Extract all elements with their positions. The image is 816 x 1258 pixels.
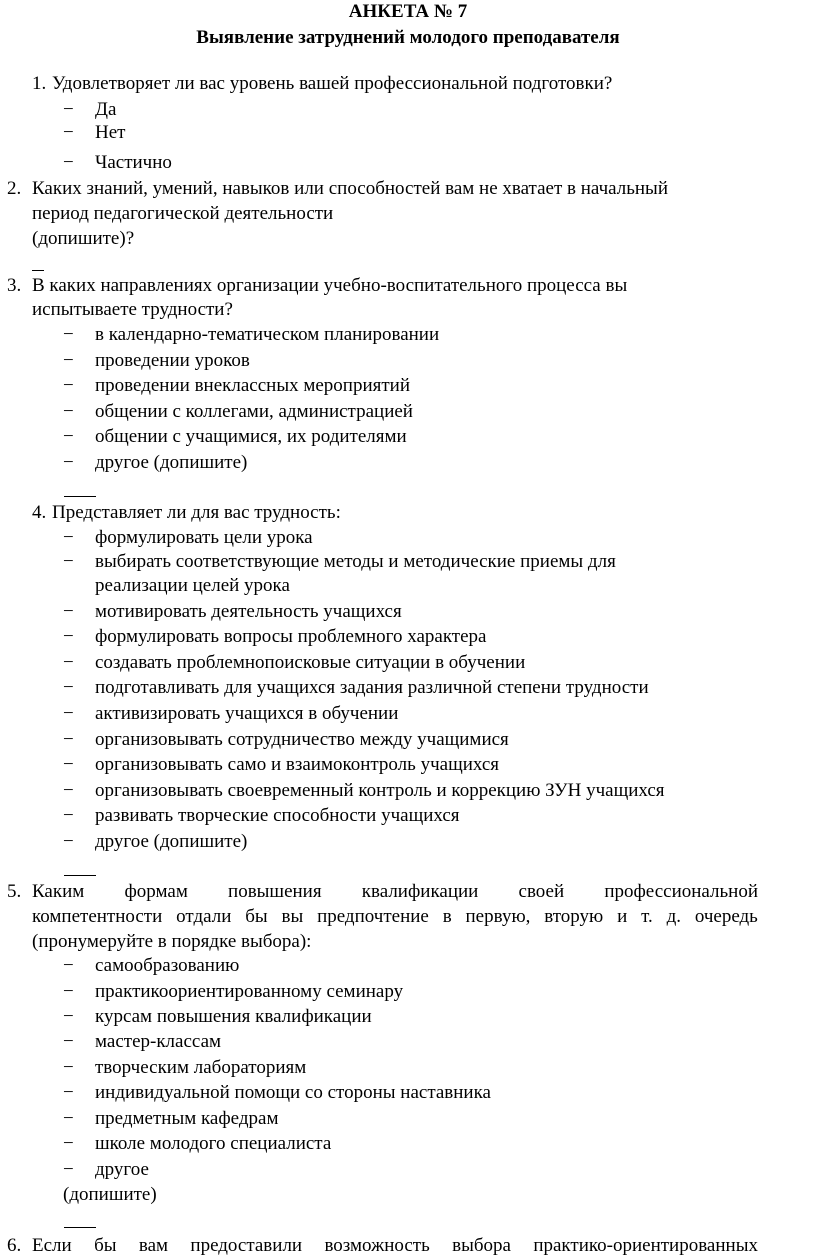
q5-option: индивидуальной помощи со стороны наставника <box>95 1082 491 1103</box>
q5-line-1 <box>32 881 758 903</box>
q3-option: общении с коллегами, администрацией <box>95 401 413 422</box>
q1-text: Удовлетворяет ли вас уровень вашей профессиональной подготовки? <box>52 73 613 94</box>
q5-word: и <box>617 906 628 927</box>
q6-word: выбора <box>452 1235 511 1256</box>
dash-bullet: − <box>63 831 74 852</box>
q4-option-continuation: реализации целей урока <box>95 575 290 596</box>
q4-option: развивать творческие способности учащихся <box>95 805 460 826</box>
dash-bullet: − <box>63 527 74 548</box>
q2-line: (допишите)? <box>32 228 135 249</box>
q3-line: испытываете трудности? <box>32 299 233 320</box>
q5-option: другое <box>95 1159 149 1180</box>
q5-option: школе молодого специалиста <box>95 1133 332 1154</box>
answer-blank-line[interactable] <box>32 270 44 271</box>
q4-option: выбирать соответствующие методы и методические приемы для <box>95 551 616 572</box>
dash-bullet: − <box>63 122 74 143</box>
q6-number: 6. <box>7 1235 22 1256</box>
answer-blank-line[interactable] <box>64 496 96 497</box>
q5-line-3: (пронумеруйте в порядке выбора): <box>32 931 312 952</box>
dash-bullet: − <box>63 452 74 473</box>
q5-word: т. <box>641 906 653 927</box>
q4-option: активизировать учащихся в обучении <box>95 703 399 724</box>
dash-bullet: − <box>63 350 74 371</box>
q5-option: мастер-классам <box>95 1031 222 1052</box>
dash-bullet: − <box>63 551 74 572</box>
dash-bullet: − <box>63 981 74 1002</box>
dash-bullet: − <box>63 375 74 396</box>
q5-line-2 <box>32 906 758 928</box>
q3-option: общении с учащимися, их родителями <box>95 426 407 447</box>
questionnaire-title: АНКЕТА № 7 <box>348 1 468 22</box>
dash-bullet: − <box>63 703 74 724</box>
q5-option: предметным кафедрам <box>95 1108 279 1129</box>
q5-option: практикоориентированному семинару <box>95 981 404 1002</box>
q3-option: проведении уроков <box>95 350 250 371</box>
dash-bullet: − <box>63 626 74 647</box>
q5-word: отдали <box>176 906 232 927</box>
dash-bullet: − <box>63 1082 74 1103</box>
dash-bullet: − <box>63 152 74 173</box>
q3-line: В каких направлениях организации учебно-воспитательного процесса вы <box>32 275 628 296</box>
q3-option: в календарно-тематическом планировании <box>95 324 440 345</box>
q5-word: своей <box>518 881 565 902</box>
dash-bullet: − <box>63 1031 74 1052</box>
q6-word: предоставили <box>190 1235 303 1256</box>
q2-number: 2. <box>7 178 22 199</box>
q6-word: возможность <box>324 1235 430 1256</box>
q5-word: профессиональной <box>604 881 758 902</box>
q5-word: д. <box>666 906 681 927</box>
q4-option: организовывать сотрудничество между учащимися <box>95 729 509 750</box>
dash-bullet: − <box>63 780 74 801</box>
q5-word: первую, <box>465 906 531 927</box>
q2-line: Каких знаний, умений, навыков или способностей вам не хватает в начальный <box>32 178 668 199</box>
q4-number: 4. <box>32 502 47 523</box>
q1-option: Да <box>95 99 117 120</box>
q4-option: подготавливать для учащихся задания различной степени трудности <box>95 677 649 698</box>
q5-word: компетентности <box>32 906 163 927</box>
answer-blank-line[interactable] <box>64 875 96 876</box>
q5-word: предпочтение <box>317 906 429 927</box>
q5-number: 5. <box>7 881 22 902</box>
dash-bullet: − <box>63 652 74 673</box>
q6-word: вам <box>138 1235 169 1256</box>
q5-option: курсам повышения квалификации <box>95 1006 372 1027</box>
q5-word: очередь <box>694 906 758 927</box>
q1-option: Частично <box>95 152 172 173</box>
q5-option: творческим лабораториям <box>95 1057 307 1078</box>
q5-word: формам <box>124 881 188 902</box>
q5-note: (допишите) <box>63 1184 157 1205</box>
dash-bullet: − <box>63 677 74 698</box>
dash-bullet: − <box>63 729 74 750</box>
answer-blank-line[interactable] <box>64 1227 96 1228</box>
dash-bullet: − <box>63 805 74 826</box>
questionnaire-subtitle: Выявление затруднений молодого преподавателя <box>196 27 620 48</box>
q4-option: создавать проблемнопоисковые ситуации в обучении <box>95 652 526 673</box>
dash-bullet: − <box>63 99 74 120</box>
q3-option: другое (допишите) <box>95 452 248 473</box>
q3-number: 3. <box>7 275 22 296</box>
dash-bullet: − <box>63 1133 74 1154</box>
dash-bullet: − <box>63 426 74 447</box>
q5-word: вторую <box>544 906 604 927</box>
dash-bullet: − <box>63 601 74 622</box>
dash-bullet: − <box>63 1108 74 1129</box>
q6-word: практико-ориентированных <box>533 1235 758 1256</box>
q5-word: Каким <box>32 881 85 902</box>
q4-option: другое (допишите) <box>95 831 248 852</box>
q1-option: Нет <box>95 122 126 143</box>
q4-option: формулировать цели урока <box>95 527 313 548</box>
q4-option: формулировать вопросы проблемного характера <box>95 626 487 647</box>
dash-bullet: − <box>63 1006 74 1027</box>
q5-word: квалификации <box>361 881 479 902</box>
q5-word: вы <box>281 906 304 927</box>
q4-option: организовывать само и взаимоконтроль учащихся <box>95 754 499 775</box>
q5-word: в <box>442 906 452 927</box>
dash-bullet: − <box>63 1057 74 1078</box>
q5-option: самообразованию <box>95 955 240 976</box>
q5-word: бы <box>245 906 268 927</box>
q6-line-1 <box>32 1235 758 1257</box>
q1-number: 1. <box>32 73 47 94</box>
dash-bullet: − <box>63 324 74 345</box>
q4-option: мотивировать деятельность учащихся <box>95 601 402 622</box>
dash-bullet: − <box>63 401 74 422</box>
q5-word: повышения <box>228 881 322 902</box>
q3-option: проведении внеклассных мероприятий <box>95 375 411 396</box>
q6-word: бы <box>94 1235 117 1256</box>
q2-line: период педагогической деятельности <box>32 203 334 224</box>
dash-bullet: − <box>63 955 74 976</box>
q6-word: Если <box>32 1235 72 1256</box>
q4-option: организовывать своевременный контроль и коррекцию ЗУН учащихся <box>95 780 665 801</box>
dash-bullet: − <box>63 754 74 775</box>
q4-text: Представляет ли для вас трудность: <box>52 502 341 523</box>
dash-bullet: − <box>63 1159 74 1180</box>
